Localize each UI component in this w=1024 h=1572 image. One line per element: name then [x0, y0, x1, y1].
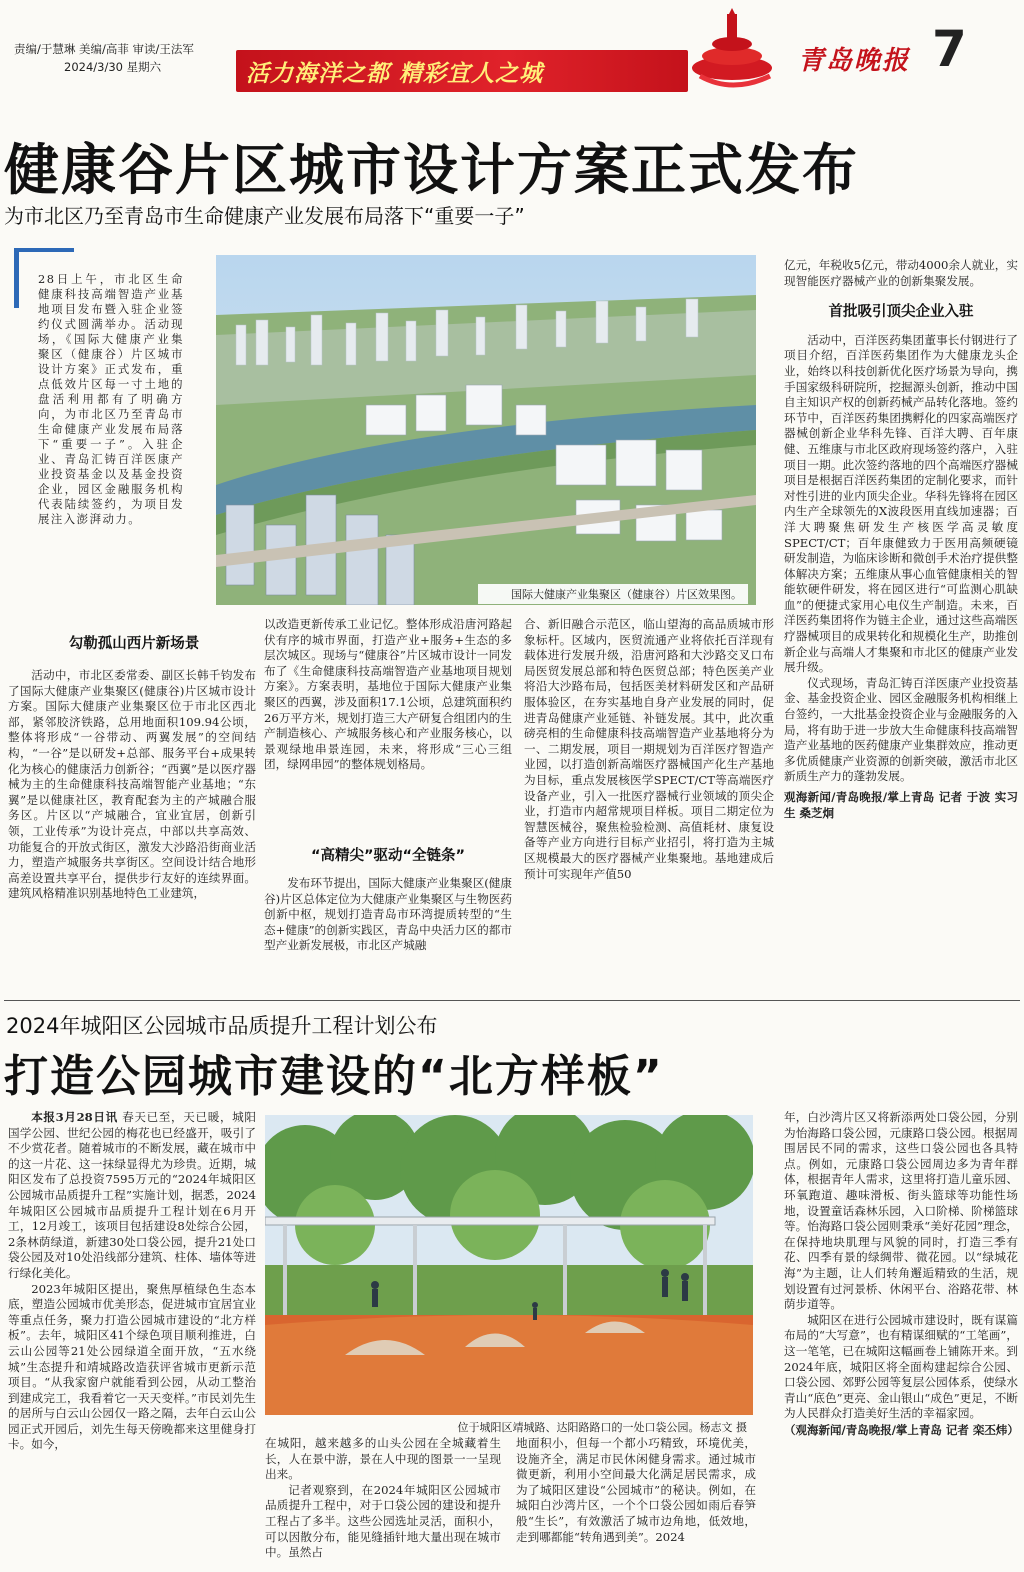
pocket-park-illustration — [265, 1115, 753, 1415]
article2-col4-paragraph: 年，白沙湾片区又将新添两处口袋公园，分别为怡海路口袋公园，元康路口袋公园。根据周围居民不同的需求，这些口袋公园也各具特点。例如，元康路口袋公园周边多为青年群体，根据青年人需求，这里将打造儿童乐园、环氧跑道、趣味滑板、街头篮球等功能性场地，设置童话森林乐园，入口阶梯、阶梯篮球等。怡海路口袋公园则秉承“美好花园”理念，在保持地块肌理与风貌的同时，打造三季有花、四季有景的绿绸带、微花园。以“绿城花海”为主题，让人们转角邂逅精致的生活，规划设置有过河景桥、休闲平台、浴路花带、林荫步道等。 — [784, 1110, 1018, 1312]
editor-names: 责编/于慧琳 美编/高菲 审读/王法军 — [14, 42, 194, 56]
article2-byline: （观海新闻/青岛晚报/掌上青岛 记者 栾丕炜） — [784, 1422, 1019, 1437]
page-number: 7 — [932, 20, 967, 78]
article2-col4-paragraph-2: 城阳区在进行公园城市建设时，既有谋篇布局的“大写意”，也有精谋细赋的“工笔画”，这一笔笔，已在城阳这幅画卷上铺陈开来。到2024年底，城阳区将全面构建起综合公园、口袋公园、郊野公园等复层公园体系，使绿水青山“底色”更亮、金山银山“成色”更足，不断为人民群众打造美好生活的幸福家园。 — [784, 1312, 1018, 1421]
article1-column-2 — [264, 617, 512, 773]
aerial-rendering-illustration — [216, 255, 756, 605]
article1-column-1 — [8, 668, 256, 902]
article1-col3-paragraph: 合、新旧融合示范区，临山望海的高品质城市形象标杆。区域内，医贸流通产业将依托百洋现有载体进行发展升级，沿唐河路和大沙路交叉口布局医贸发展总部和特色医贸总部；特色医美产业将沿大沙路布局，包括医美材料研发区和产品研服体验区，在夯实基地自身产业发展的同时，促进青岛健康产业延链、补链发展。其中，此次重磅亮相的生命健康科技高端智造产业基地将分为一、二期发展，项目一期规划为百洋医疗智造产业园，以打造创新高端医疗器械国产化生产基地为目标，重点发展核医学SPECT/CT等高端医疗设备产业，引入一批医疗器械行业领域的顶尖企业，打造市内超常规项目样板。项目二期定位为智慧医械谷，聚焦检验检测、高值耗材、康复设备等产业方向进行目标产业招引，将打造为主城区规模最大的医疗器械产业集聚地。基地建成后预计可实现年产值50 — [524, 617, 774, 881]
article1-col2b-paragraph: 发布环节提出，国际大健康产业集聚区(健康谷)片区总体定位为大健康产业集聚区与生物医药创新中枢，规划打造青岛市环湾提质转型的“生态+健康”的创新实践区，青岛中央活力区的都市型产业新发展极，市北区产城融 — [264, 876, 512, 953]
issue-date: 2024/3/30 星期六 — [64, 60, 162, 74]
article2-column-2 — [265, 1436, 501, 1561]
article1-col4-intro: 亿元，年税收5亿元，带动4000余人就业，实现智能医疗器械产业的创新集聚发展。 — [784, 258, 1018, 288]
article1-column-3 — [524, 617, 774, 882]
article2-column-3 — [516, 1436, 756, 1545]
article1-subheadline: 为市北区乃至青岛市生命健康产业发展布局落下“重要一子” — [4, 204, 525, 228]
editor-credits — [14, 40, 194, 76]
health-valley-rendering-photo — [216, 255, 756, 605]
article1-headline: 健康谷片区城市设计方案正式发布 — [4, 138, 860, 202]
article1-byline: 观海新闻/青岛晚报/掌上青岛 记者 于波 实习生 桑芝炯 — [784, 790, 1018, 820]
tower-logo-icon — [690, 6, 790, 98]
article1-column-2b — [264, 876, 512, 954]
article2-column-4 — [784, 1110, 1018, 1438]
article2-dateline: 本报3月28日讯 — [31, 1110, 118, 1124]
section-title-high-precision: “高精尖”驱动“全链条” — [310, 848, 466, 864]
article1-col4-paragraph-2: 仪式现场，青岛汇铸百洋医康产业投资基金、基金投资企业、园区金融服务机构相继上台签约，一大批基金投资企业与金融服务的入局，将有助于进一步放大生命健康科技高端智造产业基地的医药健康产业集群效应，推动更多优质健康产业资源的创新突破，激活市北区新质生产力的蓬勃发展。 — [784, 675, 1018, 784]
section-title-top-enterprises: 首批吸引顶尖企业入驻 — [828, 304, 974, 321]
article1-col4-paragraph: 活动中，百洋医药集团董事长付钢进行了项目介绍，百洋医药集团作为大健康龙头企业，始终以科技创新优化医疗场景为导向，携手国家级科研院所，挖掘源头创新，推动中国自主知识产权的创新药械产品转化落地。签约环节中，百洋医药集团携孵化的四家高端医疗器械创新企业华科先锋、百洋大聘、百年康健、五维康与市北区政府现场签约落户，入驻项目一期。此次签约落地的四个高端医疗器械项目是根据百洋医药集团的定制化要求，而针对性引进的业内顶尖企业。华科先锋将在园区内生产全球领先的X波段医用直线加速器；百洋大聘聚焦研发生产核医学高灵敏度SPECT/CT；百年康健致力于医用高频硬镜研发制造，为临床诊断和微创手术治疗提供整体解决方案；五维康从事心血管健康相关的智能软硬件研发，将在园区进行“可监测心肌缺血”的便捷式家用心电仪生产制造。未来，百洋医药集团将作为链主企业，通过这些高端医疗器械项目的成果转化和规模化生产，助推创新企业与高端人才集聚和市北区的健康产业发展升级。 — [784, 332, 1018, 675]
lead-accent-bar-top — [14, 248, 74, 252]
article2-col3-paragraph: 地面积小，但每一个都小巧精致，环境优美，设施齐全，满足市民休闲健身需求。通过城市微更新，利用小空间最大化满足居民需求，成为了城阳区建设“公园城市”的秘诀。例如，在城阳白沙湾片区，一个个口袋公园如雨后春笋般“生长”，有效激活了城市边角地，低效地，走到哪都能“转角遇到美”。2024 — [516, 1436, 756, 1544]
article2-col1-paragraph-2: 2023年城阳区提出，聚焦厚植绿色生态本底，塑造公园城市优美形态，促进城市宜居宜业等重点任务，聚力打造公园城市建设的“北方样板”。去年，城阳区41个绿色项目顺利推进，白云山公园等21处公园绿道全面开放，“五水绕城”生态提升和靖城路改造获评省城市更新示范项目。“从我家窗户就能看到公园，从动工整治到建成完工，我看着它一天天变样。”市民刘先生的居所与白云山公园仅一路之隔，去年白云山公园正式开园后，刘先生每天傍晚都来这里健身打卡。如今， — [8, 1281, 256, 1452]
photo1-caption: 国际大健康产业集聚区（健康谷）片区效果图。 — [478, 584, 748, 604]
article2-col2-paragraph-2: 记者观察到，在2024年城阳区公园城市品质提升工程中，对于口袋公园的建设和提升工程占了多半。这些公园选址灵活，面积小，可以因散分布，能见缝插针地大量出现在城市中。虽然占 — [265, 1482, 501, 1560]
article1-col1-paragraph: 活动中，市北区委常委、副区长韩千钧发布了国际大健康产业集聚区(健康谷)片区城市设计方案。国际大健康产业集聚区位于市北区西北部，紧邻胶济铁路，总用地面积109.94公顷，整体将形成“一谷带动、两翼发展”的空间结构，“一谷”是以研发+总部、服务平台+成果转化为核心的健康活力创新谷；“西翼”是以医疗器械为主的生命健康科技高端智能产业基地；“东翼”是以健康社区，教育配套为主的产城融合服务区。片区以“产城融合，宜业宜居，创新引领，工业传承”为设计亮点，中部以共享高效、功能复合的开放式街区，激发大沙路沿街商业活力，塑造产城服务共享街区。空间设计结合地形高差设置共享平台，提供步行友好的连续界面。建筑风格精准识别基地特色工业建筑， — [8, 668, 256, 901]
article1-lead: 28日上午，市北区生命健康科技高端智造产业基地项目发布暨入驻企业签约仪式圆满举办。活动现场，《国际大健康产业集聚区（健康谷）片区城市设计方案》正式发布，重点低效片区每一寸土地的盘活利用都有了明确方向，为市北区乃至青岛市生命健康产业发展布局落下“重要一子”。入驻企业、青岛汇铸百洋医康产业投资基金以及基金投资企业，园区金融服务机构代表陆续签约，为项目发展注入澎湃动力。 — [38, 272, 184, 526]
article2-column-1 — [8, 1110, 256, 1453]
article2-col2-paragraph: 在城阳，越来越多的山头公园在全城藏着生长，人在景中游，景在人中现的图景一一呈现出来。 — [265, 1436, 501, 1482]
article2-pre-headline: 2024年城阳区公园城市品质提升工程计划公布 — [6, 1014, 438, 1038]
article2-headline: 打造公园城市建设的“北方样板” — [4, 1051, 664, 1102]
article1-column-4 — [784, 258, 1018, 821]
article2-col1-paragraph: 春天已至，天已暖，城阳国学公园、世纪公园的梅花也已经盛开，吸引了不少赏花者。随着城市的不断发展，藏在城市中的这一片花、这一抹绿显得尤为珍贵。近期，城阳区发布了总投资7595万元的“2024年城阳区公园城市品质提升工程”实施计划，据悉，2024年城阳区公园城市品质提升工程计划在6月开工，12月竣工，该项目包括建设8处综合公园，2条林荫绿道，新建30处口袋公园，提升21处口袋公园及对10处沿线部分建筑、柱体、墙体等进行绿化美化。 — [8, 1110, 256, 1280]
article1-col2-paragraph: 以改造更新传承工业记忆。整体形成沿唐河路起伏有序的城市界面，打造产业+服务+生态的多层次城区。现场与“健康谷”片区城市设计一同发布了《生命健康科技高端智造产业基地项目规划方案》。方案表明，基地位于国际大健康产业集聚区的西翼，涉及面积17.1公顷，总建筑面积约26万平方米，规划打造三大产研复合组团内的生产制造核心、产城服务核心和产业服务核心，以景观绿地串景连园，未来，将形成“三心三组团，绿网串园”的整体规划格局。 — [264, 617, 512, 772]
slogan-text: 活力海洋之都 精彩宜人之城 — [246, 61, 544, 87]
pocket-park-photo — [265, 1115, 753, 1415]
section-title-west-area: 勾勒孤山西片新场景 — [68, 636, 200, 652]
section-divider — [4, 1000, 1020, 1001]
lead-accent-bar — [14, 248, 19, 308]
photo2-caption: 位于城阳区靖城路、达阳路路口的一处口袋公园。杨志文 摄 — [457, 1421, 747, 1434]
newspaper-name: 青岛晚报 — [798, 46, 911, 76]
